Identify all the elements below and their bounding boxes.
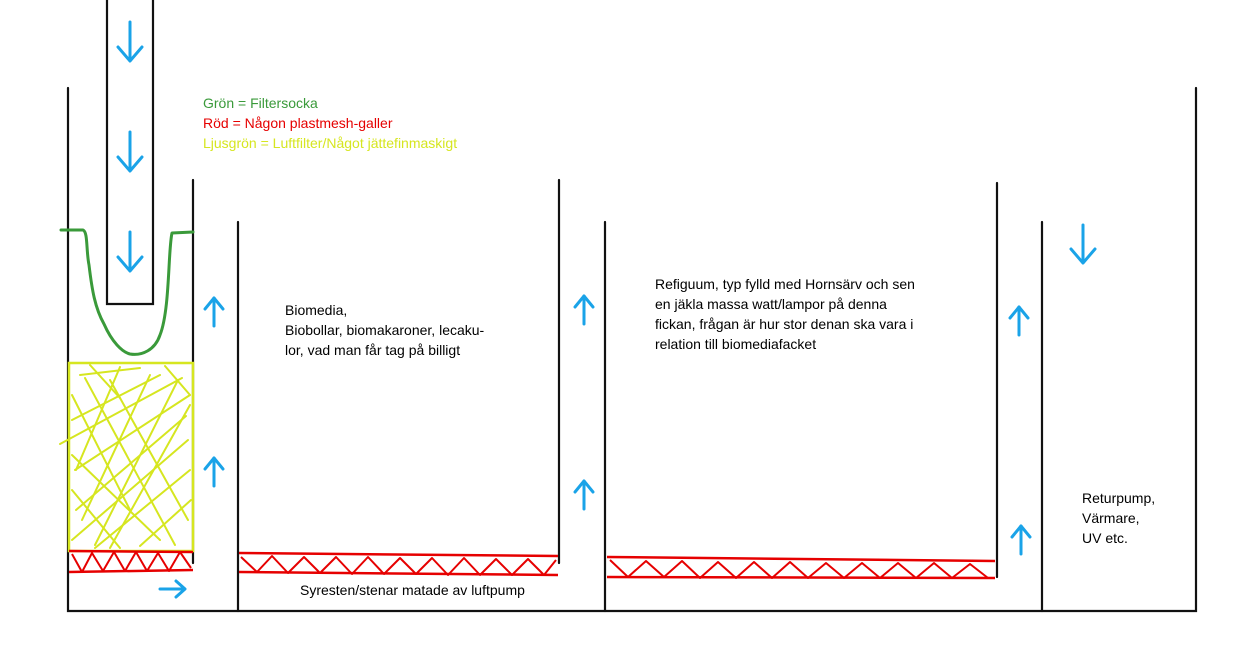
tank-walls bbox=[68, 0, 1196, 611]
refugium-line-1: Refiguum, typ fylld med Hornsärv och sen bbox=[655, 276, 915, 292]
fine-filter bbox=[60, 363, 193, 551]
arrow-right-icon bbox=[160, 581, 185, 597]
return-line-3: UV etc. bbox=[1082, 530, 1128, 546]
arrow-up-icon bbox=[575, 481, 593, 509]
arrow-down-icon bbox=[1071, 225, 1095, 263]
refugium-line-4: relation till biomediafacket bbox=[655, 336, 817, 352]
fine-filter-box bbox=[69, 363, 193, 551]
refugium-line-2: en jäkla massa watt/lampor på denna bbox=[655, 296, 887, 312]
biomedia-line-3: lor, vad man får tag på billigt bbox=[285, 342, 461, 358]
arrow-up-icon bbox=[575, 296, 593, 324]
arrow-down-icon bbox=[118, 22, 142, 61]
arrow-up-icon bbox=[1010, 307, 1028, 335]
biomedia-line-1: Biomedia, bbox=[285, 302, 348, 318]
arrow-up-icon bbox=[205, 298, 223, 326]
mesh-biomedia-chamber bbox=[239, 553, 558, 575]
mesh-refugium-chamber bbox=[607, 557, 995, 578]
bottom-label: Syresten/stenar matade av luftpump bbox=[300, 582, 525, 598]
filter-sock bbox=[61, 230, 193, 354]
return-line-1: Returpump, bbox=[1082, 490, 1156, 506]
plastic-mesh bbox=[69, 551, 995, 578]
legend-lightgreen: Ljusgrön = Luftfilter/Något jättefinmaskigt bbox=[203, 135, 458, 151]
refugium-line-3: fickan, frågan är hur stor denan ska vara i bbox=[655, 316, 914, 332]
return-line-2: Värmare, bbox=[1082, 510, 1140, 526]
arrow-up-icon bbox=[1012, 526, 1030, 554]
legend-red: Röd = Någon plastmesh-galler bbox=[203, 115, 393, 131]
biomedia-line-2: Biobollar, biomakaroner, lecaku- bbox=[285, 322, 485, 338]
arrow-up-icon bbox=[205, 458, 223, 486]
arrow-down-icon bbox=[118, 132, 142, 171]
arrow-down-icon bbox=[118, 232, 142, 271]
legend-green: Grön = Filtersocka bbox=[203, 95, 318, 111]
mesh-filter-chamber bbox=[69, 551, 193, 572]
